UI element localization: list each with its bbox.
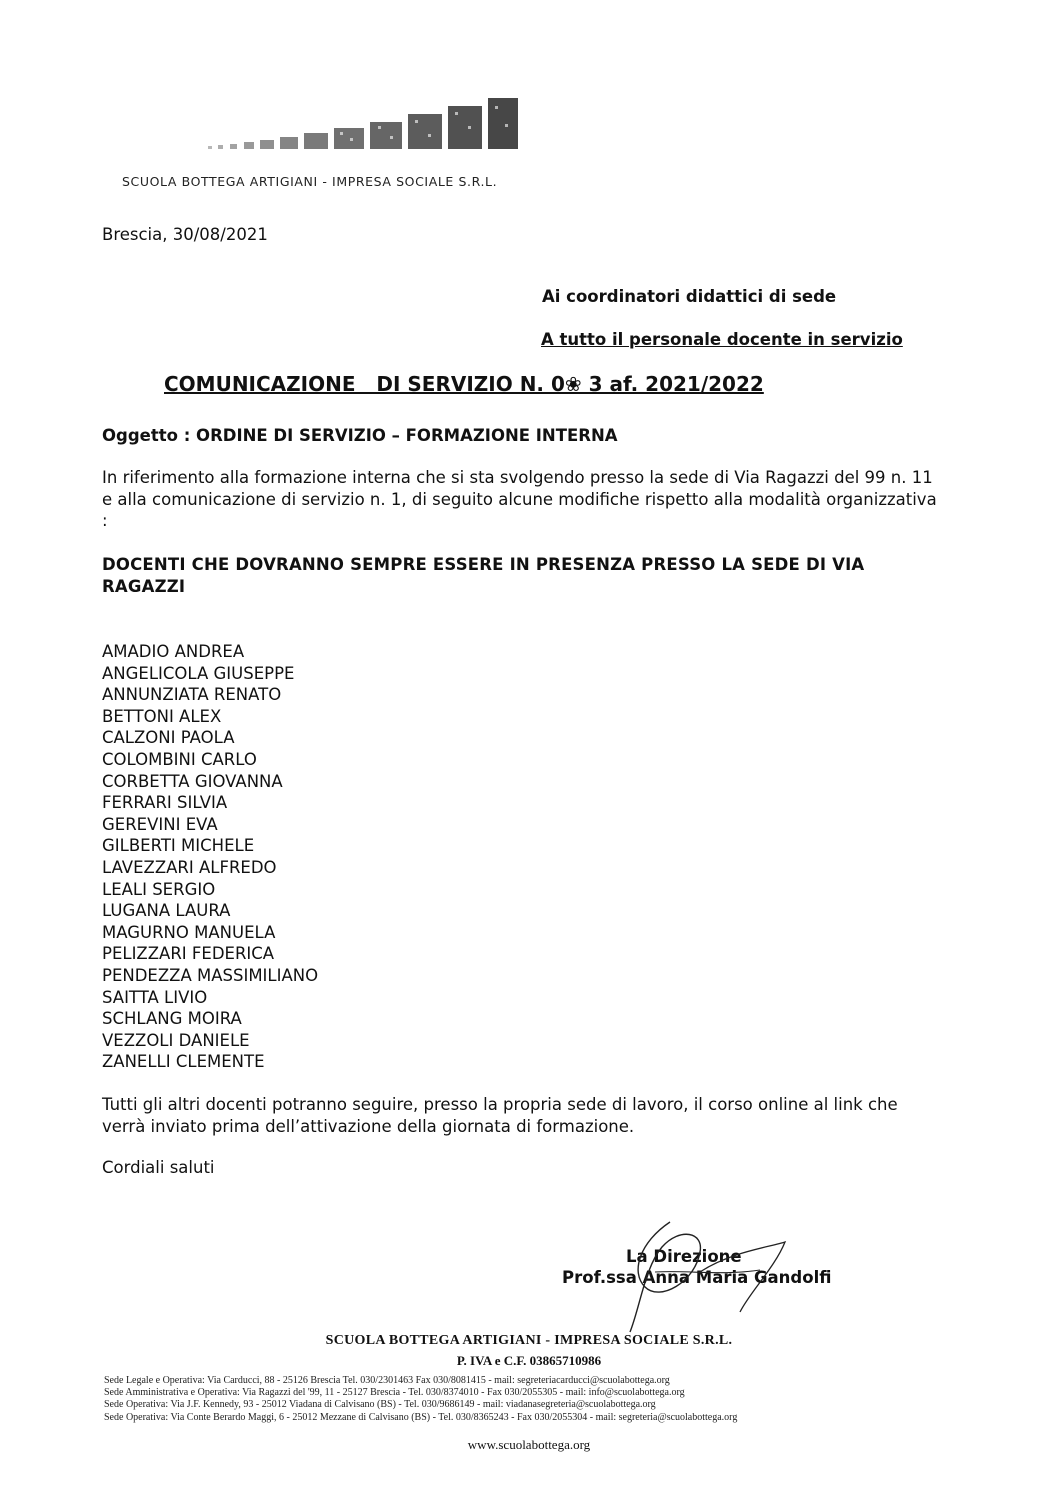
list-item: AMADIO ANDREA <box>102 642 245 661</box>
footer-address-line: Sede Legale e Operativa: Via Carducci, 88 - 25126 Brescia Tel. 030/2301463 Fax 030/8081415 - mail: segreteriacarducci@scuolabottega.org <box>104 1375 670 1386</box>
list-item: PENDEZZA MASSIMILIANO <box>102 965 319 985</box>
recipient-coordinators: Ai coordinatori didattici di sede <box>542 287 837 306</box>
greeting: Cordiali saluti <box>102 1158 215 1177</box>
list-item: SCHLANG MOIRA <box>102 1009 242 1029</box>
signature-name: Prof.ssa Anna Maria Gandolfi <box>562 1268 832 1287</box>
footer-website: www.scuolabottega.org <box>467 1437 591 1452</box>
list-item: MAGURNO MANUELA <box>102 922 276 942</box>
list-item: ANNUNZIATA RENATO <box>102 685 282 705</box>
date-line: Brescia, 30/08/2021 <box>102 225 268 244</box>
list-item: CORBETTA GIOVANNA <box>102 771 283 791</box>
footer-vat: P. IVA e C.F. 03865710986 <box>456 1353 602 1368</box>
footer-address-line: Sede Amministrativa e Operativa: Via Ragazzi del '99, 11 - 25127 Brescia - Tel. 030/8374010 - Fax 030/2055305 - mail: info@scuolabottega.org <box>104 1387 685 1399</box>
footer-address-line: Sede Operativa: Via J.F. Kennedy, 93 - 25012 Viadana di Calvisano (BS) - Tel. 030/9686149 - mail: viadanasegreteria@scuolabottega.org <box>104 1399 656 1411</box>
list-item: ZANELLI CLEMENTE <box>102 1052 265 1072</box>
company-name: SCUOLA BOTTEGA ARTIGIANI - IMPRESA SOCIALE S.R.L. <box>122 174 498 189</box>
list-item: FERRARI SILVIA <box>102 793 228 813</box>
list-item: GEREVINI EVA <box>102 814 218 834</box>
list-item: ANGELICOLA GIUSEPPE <box>102 663 295 683</box>
list-item: GILBERTI MICHELE <box>102 836 255 856</box>
list-item: LEALI SERGIO <box>102 879 216 899</box>
list-item: VEZZOLI DANIELE <box>102 1030 250 1050</box>
signature-title: La Direzione <box>626 1247 742 1266</box>
handwritten-signature <box>600 1212 800 1352</box>
footer-address-line: Sede Operativa: Via Conte Berardo Maggi, 6 - 25012 Mezzane di Calvisano (BS) - Tel. 030/8365243 - Fax 030/2055304 - mail: segreteria@scuolabottega.org <box>104 1411 738 1423</box>
subject-line: Oggetto : ORDINE DI SERVIZIO – FORMAZIONE INTERNA <box>102 426 618 445</box>
teacher-list <box>102 641 318 1073</box>
list-item: LUGANA LAURA <box>102 901 231 921</box>
company-logo <box>200 96 520 158</box>
closing-paragraph: Tutti gli altri docenti potranno seguire, presso la propria sede di lavoro, il corso online al link che verrà inviato prima dell’attivazione della giornata di formazione. <box>102 1095 898 1136</box>
list-item: SAITTA LIVIO <box>102 987 208 1007</box>
list-item: CALZONI PAOLA <box>102 728 235 748</box>
document-title: COMUNICAZIONE DI SERVIZIO N. 0❀ 3 af. 2021/2022 <box>164 372 764 396</box>
intro-paragraph: In riferimento alla formazione interna che si sta svolgendo presso la sede di Via Ragazzi del 99 n. 11 e alla comunicazione di servizio n. 1, di seguito alcune modifiche rispetto alla modalità organizzativa : <box>102 468 937 531</box>
footer-addresses <box>104 1375 936 1424</box>
recipient-teachers: A tutto il personale docente in servizio <box>541 330 903 349</box>
list-item: PELIZZARI FEDERICA <box>102 944 275 964</box>
list-item: LAVEZZARI ALFREDO <box>102 857 277 877</box>
list-item: BETTONI ALEX <box>102 706 222 726</box>
list-item: COLOMBINI CARLO <box>102 749 257 769</box>
section-heading: DOCENTI CHE DOVRANNO SEMPRE ESSERE IN PRESENZA PRESSO LA SEDE DI VIA RAGAZZI <box>102 555 865 596</box>
footer-company: SCUOLA BOTTEGA ARTIGIANI - IMPRESA SOCIALE S.R.L. <box>325 1333 733 1348</box>
